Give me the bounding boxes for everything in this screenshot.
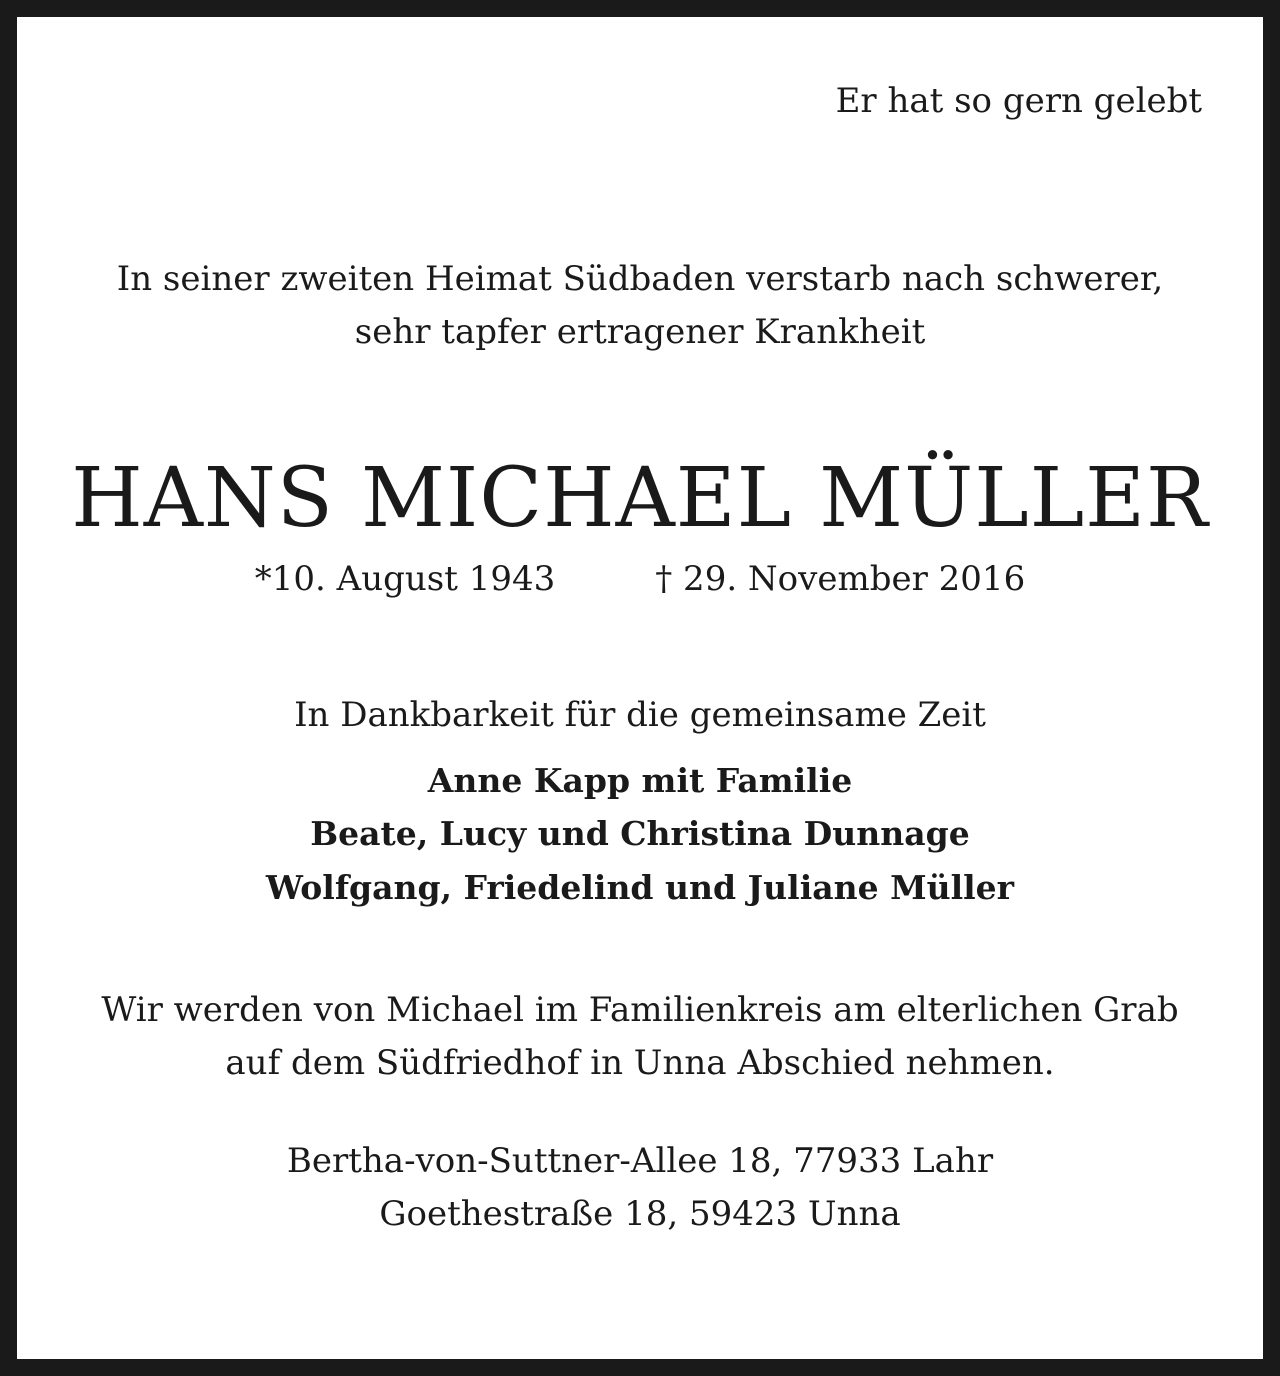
intro-line-2: sehr tapfer ertragener Krankheit [354,312,926,352]
mourner-line: Wolfgang, Friedelind und Juliane Müller [265,868,1015,907]
thanks-line: In Dankbarkeit für die gemeinsame Zeit [294,695,986,735]
birth-date: *10. August 1943 [254,559,556,599]
mourner-line: Anne Kapp mit Familie [427,761,853,800]
mourner-line: Beate, Lucy und Christina Dunnage [310,814,970,853]
death-date: † 29. November 2016 [655,559,1026,599]
life-dates [0,559,1280,599]
deceased-name: HANS MICHAEL MÜLLER [71,451,1209,546]
farewell-line-2: auf dem Südfriedhof in Unna Abschied nehmen. [225,1043,1055,1083]
farewell-line-1: Wir werden von Michael im Familienkreis am elterlichen Grab [101,990,1179,1030]
motto: Er hat so gern gelebt [835,81,1202,121]
intro-line-1: In seiner zweiten Heimat Südbaden verstarb nach schwerer, [116,259,1164,299]
address-line: Goethestraße 18, 59423 Unna [379,1194,901,1234]
address-line: Bertha-von-Suttner-Allee 18, 77933 Lahr [286,1141,994,1181]
